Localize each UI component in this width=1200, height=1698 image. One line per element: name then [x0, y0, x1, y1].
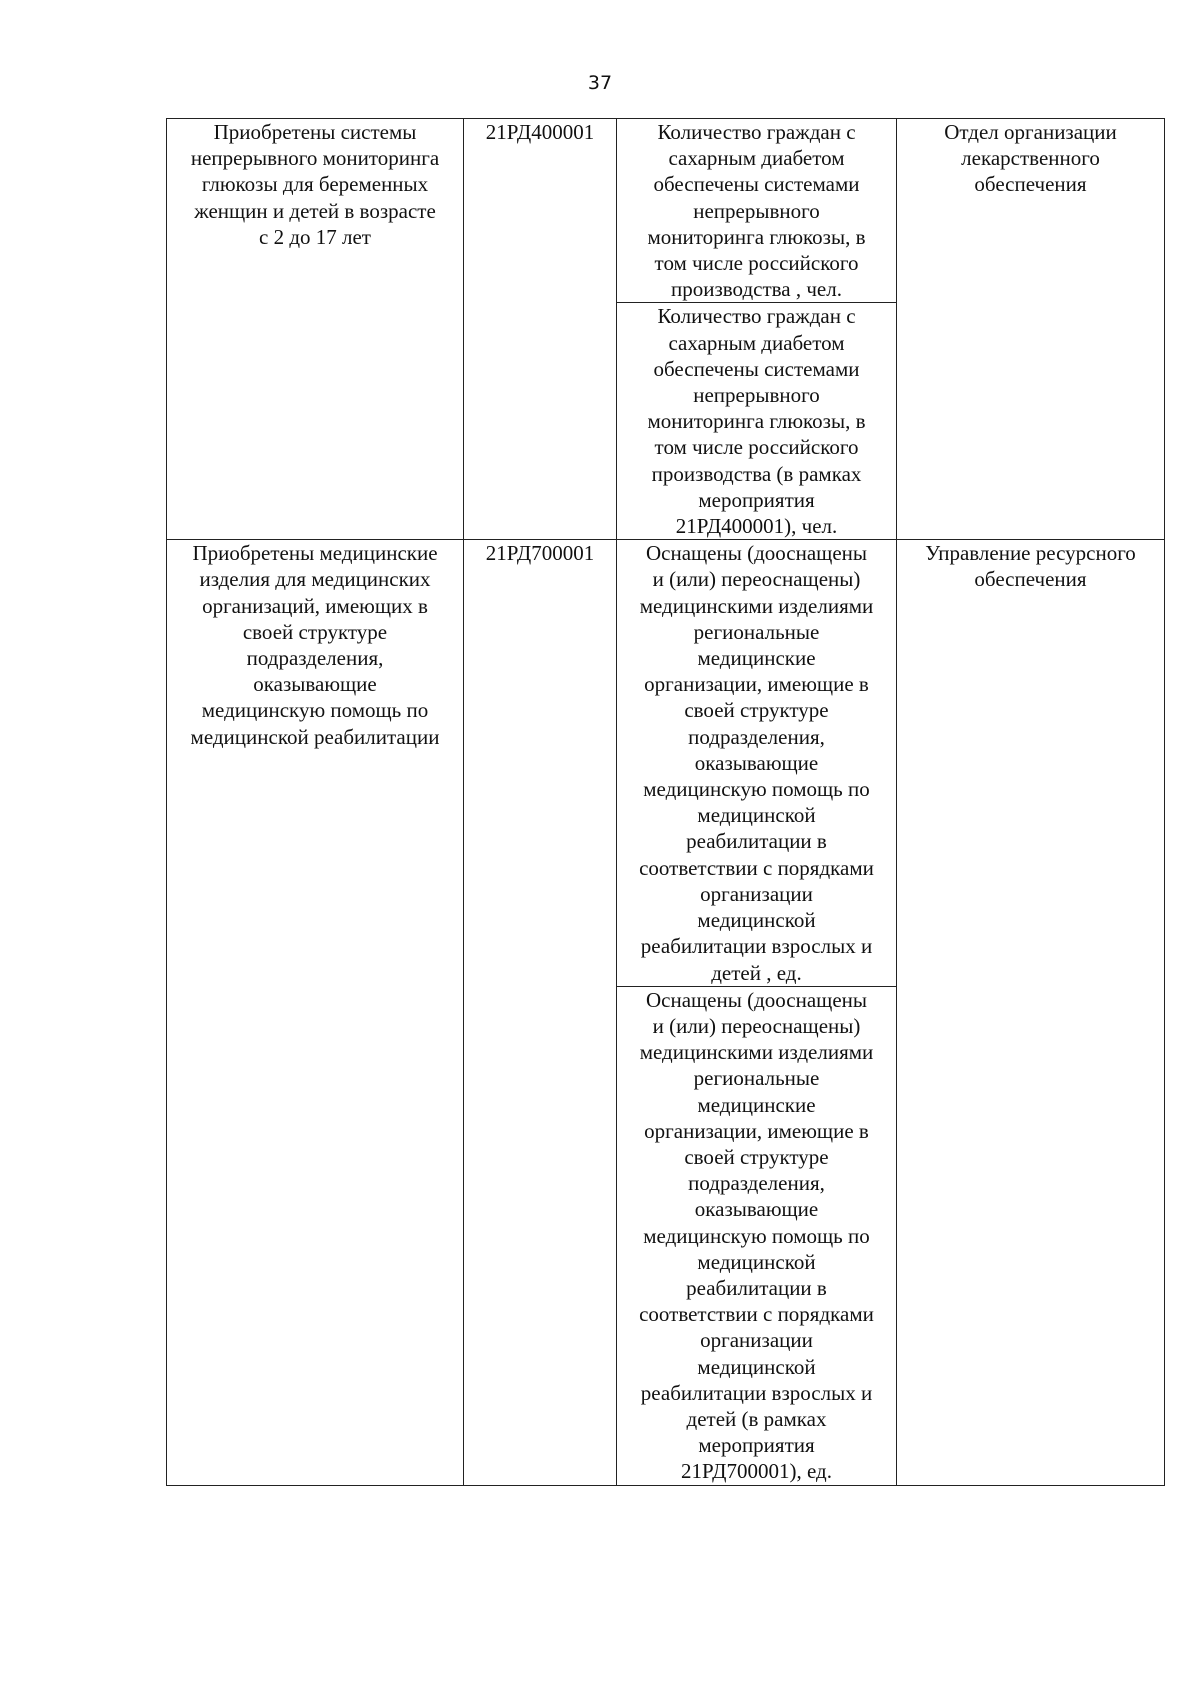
responsible-cell: Управление ресурсного обеспечения	[897, 540, 1165, 1485]
page-number: 37	[587, 72, 613, 94]
indicator-cell: Оснащены (дооснащены и (или) переоснащены) медицинскими изделиями региональные медицинские организации, имеющие в своей структуре подразделения, оказывающие медицинскую помощь по медицинской реабилитации в соответствии с порядками организации медицинской реабилитации взрослых и детей (в рамках мероприятия 21РД700001), ед.	[617, 986, 897, 1485]
indicator-cell: Оснащены (дооснащены и (или) переоснащены) медицинскими изделиями региональные медицинские организации, имеющие в своей структуре подразделения, оказывающие медицинскую помощь по медицинской реабилитации в соответствии с порядками организации медицинской реабилитации взрослых и детей , ед.	[617, 540, 897, 986]
responsible-cell: Отдел организации лекарственного обеспечения	[897, 119, 1165, 540]
table-row	[167, 540, 1165, 986]
code-cell: 21РД400001	[464, 119, 617, 540]
result-cell: Приобретены системы непрерывного мониторинга глюкозы для беременных женщин и детей в возрасте с 2 до 17 лет	[167, 119, 464, 540]
result-cell: Приобретены медицинские изделия для медицинских организаций, имеющих в своей структуре подразделения, оказывающие медицинскую помощь по медицинской реабилитации	[167, 540, 464, 1485]
code-cell: 21РД700001	[464, 540, 617, 1485]
indicator-cell: Количество граждан с сахарным диабетом обеспечены системами непрерывного мониторинга глюкозы, в том числе российского производства (в рамках мероприятия 21РД400001), чел.	[617, 303, 897, 540]
table-row	[167, 119, 1165, 303]
indicator-cell: Количество граждан с сахарным диабетом обеспечены системами непрерывного мониторинга глюкозы, в том числе российского производства , чел.	[617, 119, 897, 303]
measures-table	[166, 118, 1165, 1486]
